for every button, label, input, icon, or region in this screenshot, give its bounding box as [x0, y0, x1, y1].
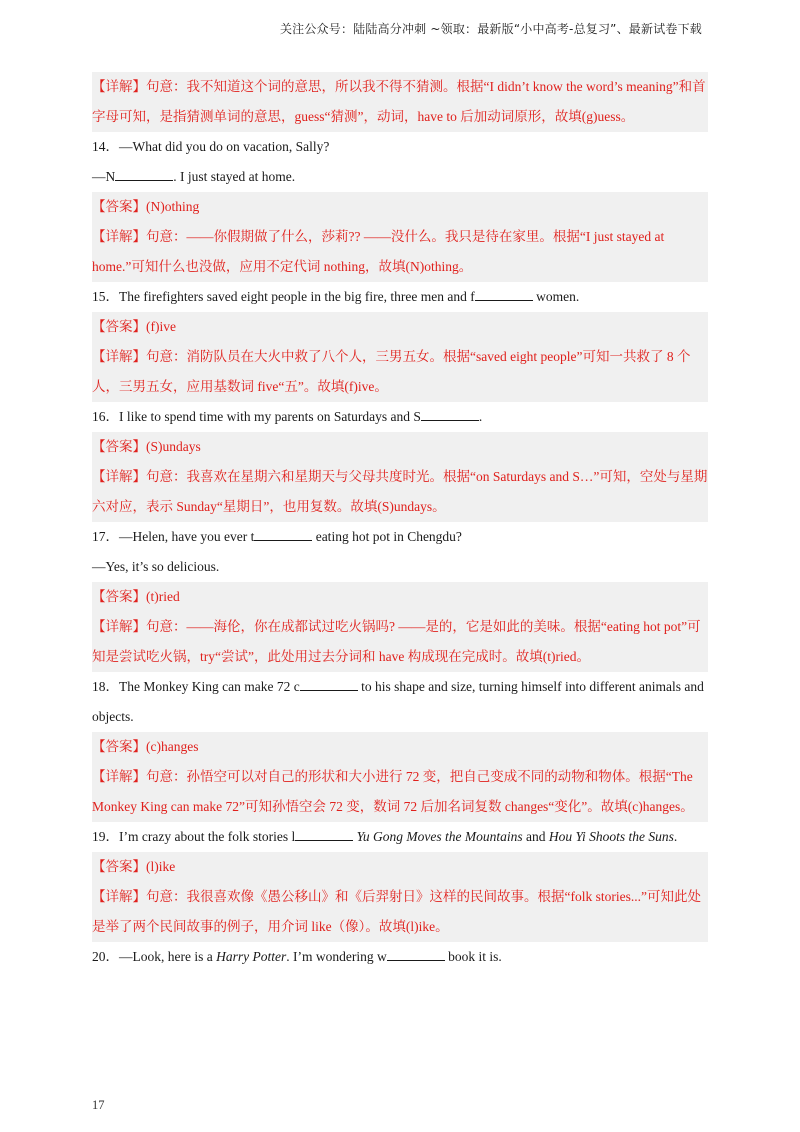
question-18: 18．The Monkey King can make 72 c to his shape and size, turning himself into different animals and objects.: [92, 672, 708, 732]
detail-block: 【详解】句意：我不知道这个词的意思，所以我不得不猜测。根据“I didn’t know the word’s meaning”和首字母可知，是指猜测单词的意思，guess“猜测”，动词，have to 后加动词原形，故填(g)uess。: [92, 72, 708, 132]
question-14: 14．—What did you do on vacation, Sally?: [92, 139, 330, 154]
answer-blank: [300, 676, 358, 691]
answer-16: 【答案】(S)undays: [92, 432, 708, 462]
question-15: 15．The firefighters saved eight people in the big fire, three men and f women.: [92, 282, 708, 312]
question-17-reply: —Yes, it’s so delicious.: [92, 559, 220, 574]
question-19: 19．I’m crazy about the folk stories l Yu Gong Moves the Mountains and Hou Yi Shoots the Suns.: [92, 822, 708, 852]
page-number: 17: [92, 1098, 105, 1112]
detail-15: 【详解】句意：消防队员在大火中救了八个人，三男五女。根据“saved eight people”可知一共救了 8 个人，三男五女，应用基数词 five“五”。故填(f)ive。: [92, 342, 708, 402]
question-16: 16．I like to spend time with my parents on Saturdays and S .: [92, 402, 708, 432]
question-20: 20．—Look, here is a Harry Potter. I’m wondering w book it is.: [92, 942, 708, 972]
answer-blank: [254, 526, 312, 541]
page-header: 关注公众号：陆陆高分冲刺 ~领取：最新版“小中高考-总复习”、最新试卷下载: [279, 22, 702, 36]
answer-blank: [295, 826, 353, 841]
answer-blank: [475, 286, 533, 301]
answer-blank: [387, 946, 445, 961]
detail-18: 【详解】句意：孙悟空可以对自己的形状和大小进行 72 变，把自己变成不同的动物和物体。根据“The Monkey King can make 72”可知孙悟空会 72 变，数词 72 后加名词复数 changes“变化”。故填(c)hanges。: [92, 762, 708, 822]
detail-14: 【详解】句意：——你假期做了什么，莎莉?? ——没什么。我只是待在家里。根据“I just stayed at home.”可知什么也没做，应用不定代词 nothing，故填(N)othing。: [92, 222, 708, 282]
question-17: 17．—Helen, have you ever t eating hot pot in Chengdu?: [92, 522, 708, 552]
question-14-reply: —N . I just stayed at home.: [92, 162, 708, 192]
detail-16: 【详解】句意：我喜欢在星期六和星期天与父母共度时光。根据“on Saturdays and S…”可知，空处与星期六对应，表示 Sunday“星期日”，也用复数。故填(S)undays。: [92, 462, 708, 522]
answer-19: 【答案】(l)ike: [92, 852, 708, 882]
detail-19: 【详解】句意：我很喜欢像《愚公移山》和《后羿射日》这样的民间故事。根据“folk stories...”可知此处是举了两个民间故事的例子，用介词 like（像）。故填(l)ike。: [92, 882, 708, 942]
answer-18: 【答案】(c)hanges: [92, 732, 708, 762]
answer-14: 【答案】(N)othing: [92, 192, 708, 222]
answer-15: 【答案】(f)ive: [92, 312, 708, 342]
detail-17: 【详解】句意：——海伦，你在成都试过吃火锅吗? ——是的，它是如此的美味。根据“eating hot pot”可知是尝试吃火锅，try“尝试”，此处用过去分词和 have 构成现在完成时。故填(t)ried。: [92, 612, 708, 672]
document-body: [92, 72, 708, 972]
answer-17: 【答案】(t)ried: [92, 582, 708, 612]
answer-blank: [115, 166, 173, 181]
answer-blank: [421, 406, 479, 421]
